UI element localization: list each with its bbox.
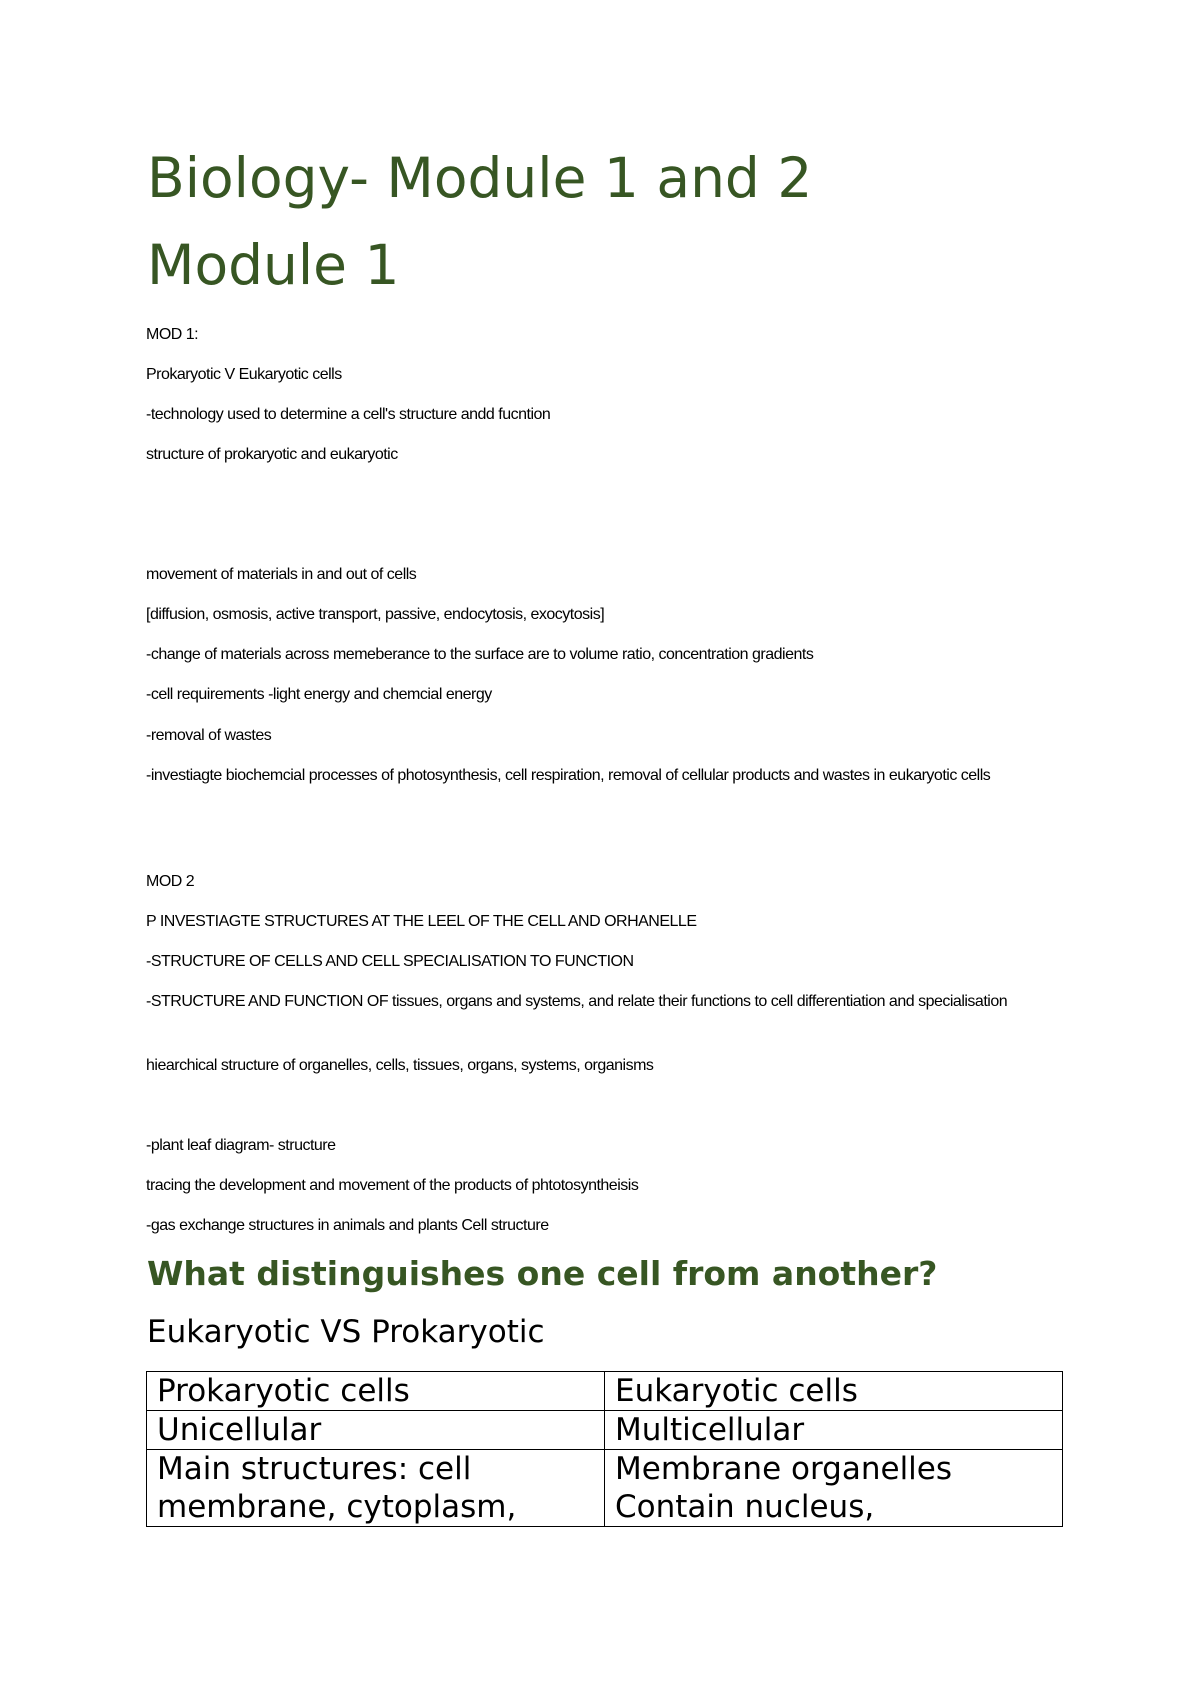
table-cell: Membrane organelles Contain nucleus, xyxy=(605,1450,1063,1527)
table-row xyxy=(147,1411,1063,1450)
compare-heading: Eukaryotic VS Prokaryotic xyxy=(147,1314,545,1350)
comparison-table xyxy=(146,1371,1063,1527)
text-line: -cell requirements -light energy and chemcial energy xyxy=(146,686,492,703)
table-cell: Eukaryotic cells xyxy=(605,1372,1063,1411)
text-line: P INVESTIAGTE STRUCTURES AT THE LEEL OF THE CELL AND ORHANELLE xyxy=(146,913,697,930)
question-heading: What distinguishes one cell from another? xyxy=(147,1254,938,1293)
text-line: Prokaryotic V Eukaryotic cells xyxy=(146,366,342,383)
document-title: Biology- Module 1 and 2 xyxy=(147,146,813,210)
table-cell: Main structures: cell membrane, cytoplasm, xyxy=(147,1450,605,1527)
text-line: [diffusion, osmosis, active transport, passive, endocytosis, exocytosis] xyxy=(146,606,605,623)
text-line: -technology used to determine a cell's structure andd fucntion xyxy=(146,406,551,423)
module-heading: Module 1 xyxy=(147,233,400,297)
text-line: -removal of wastes xyxy=(146,727,272,744)
text-line: -investiagte biochemcial processes of photosynthesis, cell respiration, removal of cellular products and wastes in eukaryotic cells xyxy=(146,767,991,784)
text-line: -STRUCTURE OF CELLS AND CELL SPECIALISATION TO FUNCTION xyxy=(146,953,634,970)
table-cell: Unicellular xyxy=(147,1411,605,1450)
text-line: structure of prokaryotic and eukaryotic xyxy=(146,446,398,463)
table-row xyxy=(147,1372,1063,1411)
text-line: MOD 2 xyxy=(146,873,195,890)
table-cell: Prokaryotic cells xyxy=(147,1372,605,1411)
text-line: -change of materials across memeberance to the surface are to volume ratio, concentration gradients xyxy=(146,646,814,663)
text-line: tracing the development and movement of the products of phtotosyntheisis xyxy=(146,1177,639,1194)
text-line: movement of materials in and out of cells xyxy=(146,566,417,583)
text-line: -gas exchange structures in animals and plants Cell structure xyxy=(146,1217,549,1234)
text-line: -STRUCTURE AND FUNCTION OF tissues, organs and systems, and relate their functions to cell differentiation and specialisation xyxy=(146,993,1008,1010)
table-row xyxy=(147,1450,1063,1527)
text-line: -plant leaf diagram- structure xyxy=(146,1137,336,1154)
text-line: MOD 1: xyxy=(146,326,199,343)
table-cell: Multicellular xyxy=(605,1411,1063,1450)
text-line: hiearchical structure of organelles, cells, tissues, organs, systems, organisms xyxy=(146,1057,654,1074)
